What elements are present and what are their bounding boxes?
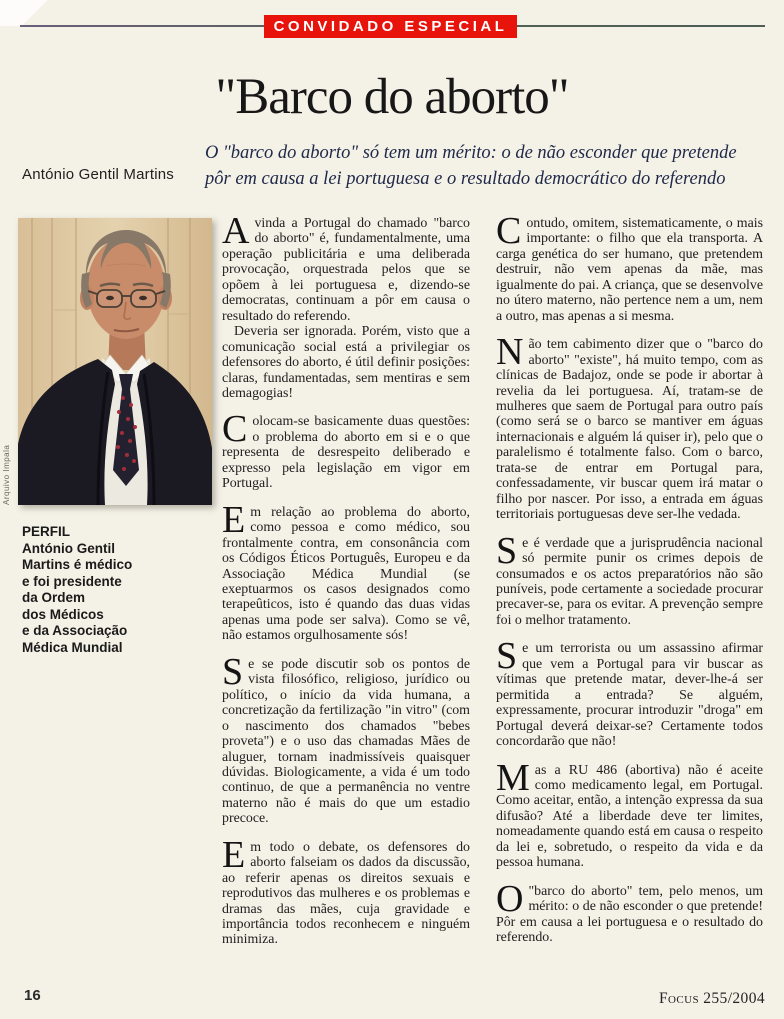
dropcap: N [496,331,524,374]
dropcap: E [222,498,246,541]
paragraph-text: e um terrorista ou um assassino afirmar que vem a Portugal para vir buscar as vítimas que pretende matar, dever-lhe-á ser permitida a entrada? Se alguém, expressamente, procurar introduzir "droga" em Portugal deverá deixar-se? Certamente todos concordarão que não! [496,641,763,750]
paragraph-text: ontudo, omitem, sistematicamente, o mais importante: o filho que ela transporta. A carga genética do ser humano, que pretendem destruir, não vem apenas da mãe, mas igualmente do pai. A criança, que se desenvolve no útero materno, não pertence nem a um, nem a outro, mas apenas a si mesma. [496,216,763,324]
profile-line: dos Médicos [22,606,104,622]
dropcap: E [222,833,246,876]
article-column-left [222,210,470,948]
article-paragraph [222,210,470,324]
profile-line: Médica Mundial [22,639,123,655]
paragraph-text: "barco do aborto" tem, pelo menos, um mérito: o de não esconder o que pretende! Pôr em causa a lei portuguesa e o resultado do referendo. [496,883,763,946]
profile-label: PERFIL [22,524,71,539]
article-subtitle [205,140,775,192]
dropcap: A [222,210,250,252]
article-paragraph [496,210,763,324]
subtitle-line-2: pôr em causa a lei portuguesa e o resultado democrático do referendo [205,169,726,189]
article-paragraph [496,331,763,523]
author-name: António Gentil Martins [22,166,174,183]
profile-box [22,524,192,656]
dropcap: O [496,877,524,920]
article-title: "Barco do aborto" [215,69,569,125]
paragraph-text: as a RU 486 (abortiva) não é aceite como medicamento legal, em Portugal. Como aceitar, então, a intenção expressa da sua difusão? Até a liberdade deve ter limites, nomeadamente quando está em causa o respeito da lei e, sobretudo, o respeito da vida e da pessoa humana. [496,762,763,871]
photo-credit: Arquivo Impala [2,444,11,505]
dropcap: S [496,635,518,678]
article-paragraph [496,635,763,750]
paragraph-text: Deveria ser ignorada. Porém, visto que a comunicação social está a privilegiar os defensores do aborto, é útil definir posições: claras, fundamentadas, sem mentiras e sem demagogias! [222,324,470,401]
paragraph-text: m relação ao problema do aborto, como pessoa e como médico, sou frontalmente contra, em consonância com os Códigos Éticos Português, Europeu e da Associação Médica Mundial (se exeptuarmos os casos designados como terapeûticos, isto é quando das duas vidas apenas uma pode ser salva). Como se vê, não estamos orgulhosamente sós! [222,504,470,644]
article-paragraph [496,877,763,946]
article-paragraph [222,324,470,401]
subtitle-line-1: O "barco do aborto" só tem um mérito: o de não esconder que pretende [205,143,737,163]
portrait-photo [18,218,212,505]
profile-line: e da Associação [22,623,128,638]
article-paragraph [222,650,470,827]
article-paragraph [222,408,470,492]
profile-line: Martins é médico [22,557,133,572]
dropcap: C [222,408,248,451]
page-number: 16 [24,987,41,1004]
profile-line: e foi presidente [22,573,122,589]
profile-line: António Gentil [22,540,115,556]
dropcap: M [496,756,530,799]
article-paragraph [222,833,470,948]
dropcap: S [496,529,518,572]
magazine-issue: Focus 255/2004 [659,990,765,1007]
paragraph-text: vinda a Portugal do chamado "barco do aborto" é, fundamentalmente, uma operação publicitária e uma deliberada provocação, orquestrada pelos que se opõem à lei portuguesa e, dizendo-se democratas, continuam a pôr em causa o resultado do referendo. [222,216,470,324]
article-column-right [496,210,763,946]
section-banner: CONVIDADO ESPECIAL [264,15,517,38]
dropcap: S [222,650,244,693]
paragraph-text: e se pode discutir sob os pontos de vista filosófico, religioso, jurídico ou político, o início da vida humana, a concretização da fertilização "in vitro" (com o nascimento dos chamados "bebes proveta") e o uso das chamadas Mães de aluguer, tornam inadmissíveis quaisquer dúvidas. Biologicamente, a vida é um todo continuo, de que a permanência no ventre materno não é mais do que um estadio precoce. [222,656,470,827]
paragraph-text: e é verdade que a jurisprudência nacional só permite punir os crimes depois de consumados e os actos preparatórios não são puníveis, pode certamente a sociedade procurar precaver-se, para os evitar. A prevenção sempre foi o melhor tratamento. [496,535,763,628]
dropcap: C [496,210,522,252]
paragraph-text: olocam-se basicamente duas questões: o problema do aborto em si e o que representa de desrespeito deliberado e expresso pela legislação em vigor em Portugal. [222,414,470,492]
paragraph-text: m todo o debate, os defensores do aborto falseiam os dados da discussão, ao referir apenas os direitos sexuais e reprodutivos das mulheres e os problemas e dramas das mães, cuja gravidade e importância todos reconhecem e ninguém minimiza. [222,839,470,948]
article-paragraph [496,529,763,629]
scan-corner-artifact [0,0,60,26]
portrait-illustration [18,218,212,505]
article-paragraph [222,498,470,644]
profile-line: da Ordem [22,590,86,605]
article-paragraph [496,756,763,871]
paragraph-text: ão tem cabimento dizer que o "barco do aborto" "existe", há muito tempo, com as clínicas de Badajoz, onde se pode ir abortar à revelia da lei portuguesa. Aí, tratam-se de mulheres que saem de Portugal para outro país (como será se o barco se mantiver em águas internacionais e alguém lá quiser ir), pelo que o paralelismo é totalmente falso. Com o barco, trata-se de entrar em Portugal para, confessadamente, vir buscar quem irá matar o filho por nascer. Por isso, a entrada em águas territoriais portuguesas deve ser-lhe vedada. [496,337,763,523]
